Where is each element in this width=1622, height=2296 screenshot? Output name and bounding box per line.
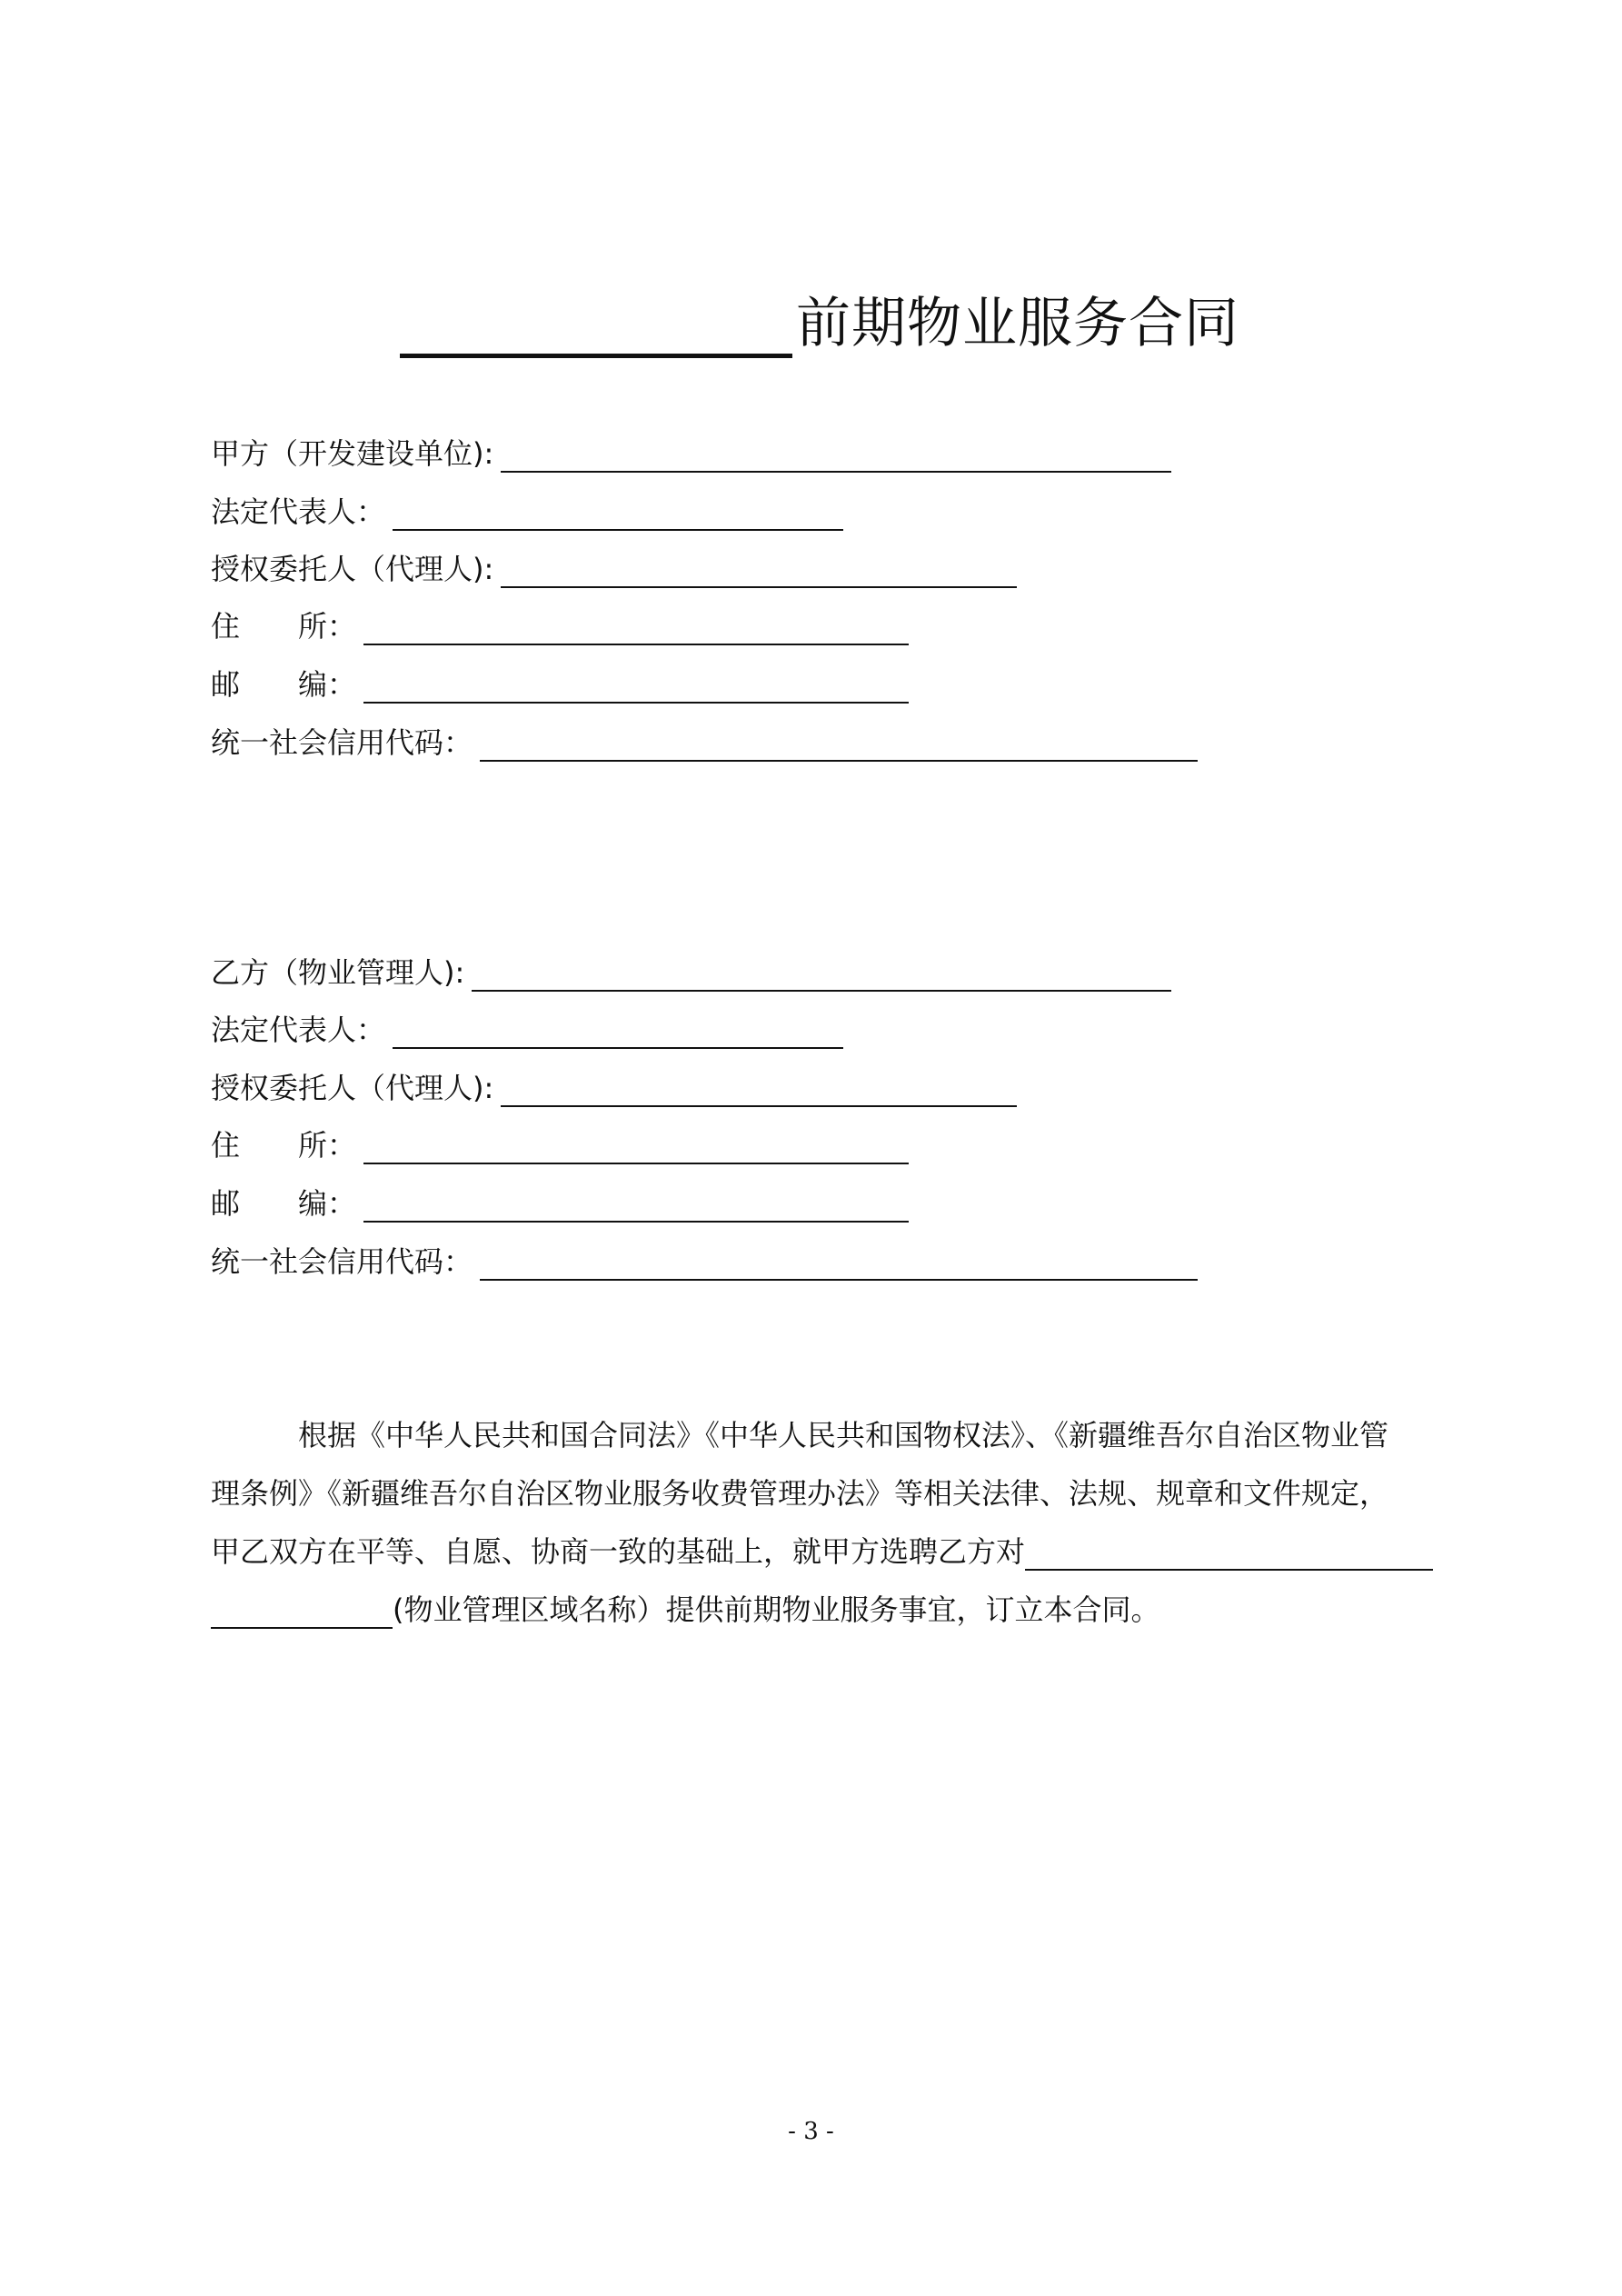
party-b-legal-rep-field (211, 1009, 843, 1049)
party-b-address-label: 住 所： (211, 1128, 357, 1163)
party-b-legal-rep-blank[interactable] (393, 1016, 843, 1049)
preamble-line-3 (211, 1523, 1433, 1571)
title-blank-line[interactable] (400, 299, 792, 358)
party-a-legal-rep-field (211, 491, 843, 531)
party-a-address-label: 住 所： (211, 609, 357, 644)
party-a-name-field (211, 433, 1171, 473)
party-a-postcode-label: 邮 编： (211, 667, 357, 702)
party-b-agent-label: 授权委托人（代理人): (211, 1071, 494, 1105)
party-a-postcode-field (211, 664, 909, 704)
party-b-agent-blank[interactable] (501, 1074, 1017, 1107)
preamble-text-4: (物业管理区域名称）提供前期物业服务事宜，订立本合同。 (393, 1592, 1160, 1627)
party-a-name-label: 甲方（开发建设单位): (211, 436, 494, 471)
party-a-credit-code-blank[interactable] (480, 729, 1198, 762)
party-b-address-blank[interactable] (363, 1132, 909, 1164)
party-a-address-field (211, 605, 909, 645)
party-b-address-field (211, 1124, 909, 1164)
party-a-legal-rep-label: 法定代表人： (211, 494, 386, 529)
party-b-name-label: 乙方（物业管理人): (211, 955, 465, 990)
party-a-postcode-blank[interactable] (363, 671, 909, 704)
party-a-address-blank[interactable] (363, 613, 909, 645)
party-a-agent-field (211, 548, 1017, 588)
party-b-credit-code-field (211, 1241, 1198, 1281)
party-b-postcode-field (211, 1183, 909, 1223)
contract-title (400, 289, 1239, 358)
preamble-line-2 (211, 1465, 1433, 1512)
party-b-postcode-label: 邮 编： (211, 1186, 357, 1221)
preamble-text-2: 理条例》《新疆维吾尔自治区物业服务收费管理办法》等相关法律、法规、规章和文件规定， (211, 1476, 1389, 1511)
preamble-line-1 (211, 1407, 1433, 1454)
party-a-credit-code-label: 统一社会信用代码： (211, 725, 473, 760)
party-a-agent-label: 授权委托人（代理人): (211, 552, 494, 586)
property-area-blank-2[interactable] (211, 1596, 393, 1629)
party-a-legal-rep-blank[interactable] (393, 498, 843, 531)
property-area-blank-1[interactable] (1025, 1538, 1433, 1571)
party-b-agent-field (211, 1067, 1017, 1107)
party-b-name-field (211, 952, 1171, 992)
preamble-line-4 (211, 1582, 1433, 1629)
party-a-credit-code-field (211, 722, 1198, 762)
party-b-credit-code-blank[interactable] (480, 1248, 1198, 1281)
title-text: 前期物业服务合同 (796, 292, 1239, 355)
party-a-name-blank[interactable] (501, 440, 1171, 473)
party-b-postcode-blank[interactable] (363, 1190, 909, 1223)
party-b-legal-rep-label: 法定代表人： (211, 1013, 386, 1047)
page-number: - 3 - (788, 2118, 834, 2145)
party-b-credit-code-label: 统一社会信用代码： (211, 1244, 473, 1279)
preamble-text-3: 甲乙双方在平等、自愿、协商一致的基础上，就甲方选聘乙方对 (211, 1534, 1026, 1569)
party-b-name-blank[interactable] (472, 959, 1171, 992)
party-a-agent-blank[interactable] (501, 555, 1017, 588)
preamble-text-1: 根据《中华人民共和国合同法》《中华人民共和国物权法》、《新疆维吾尔自治区物业管 (298, 1418, 1389, 1452)
